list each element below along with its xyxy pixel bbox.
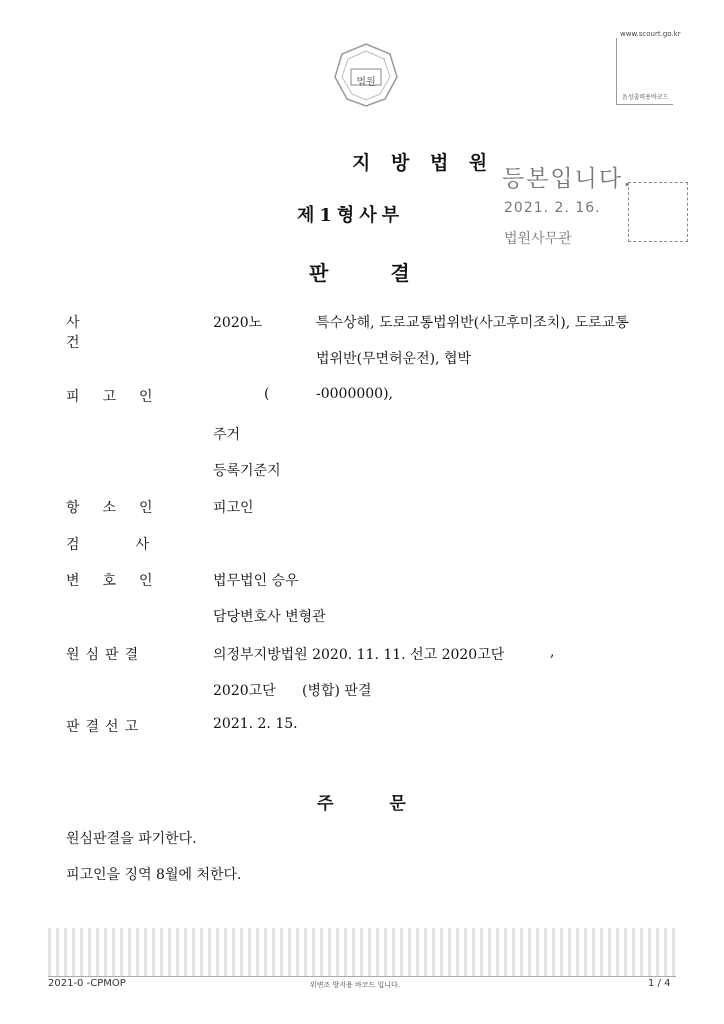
- lower-judgment-label: 원심판결: [66, 647, 145, 663]
- stamp-clerk: 법원사무관: [504, 231, 572, 247]
- footer-divider: [48, 976, 676, 977]
- defendant-label: 피고인: [66, 389, 176, 405]
- division: 제1형사부: [297, 205, 405, 226]
- prosecutor-label: 검사: [66, 537, 206, 553]
- certified-copy-stamp: 등본입니다.: [502, 166, 633, 192]
- anti-forgery-barcode-icon: [48, 928, 676, 976]
- appellant-label: 항소인: [66, 500, 176, 516]
- registry-label: 등록기준지: [213, 463, 281, 479]
- stamp-date: 2021. 2. 16.: [504, 200, 601, 216]
- verdict-label: 판결선고: [66, 719, 145, 735]
- lower-judgment-line-2b: (병합) 판결: [302, 683, 372, 699]
- defendant-id: -0000000),: [316, 386, 393, 402]
- document-code: 2021-0 -CPMOP: [48, 978, 126, 989]
- appellant-value: 피고인: [213, 500, 254, 516]
- counsel-firm: 법무법인 승우: [213, 573, 299, 589]
- qr-caption: 음성출력용바코드: [622, 94, 669, 101]
- emblem-label: 법원: [356, 76, 376, 88]
- court-name: 지 방 법 원: [352, 152, 495, 174]
- page-indicator: 1 / 4: [648, 978, 671, 989]
- case-number: 2020노: [213, 315, 263, 331]
- lower-judgment-line-1: 의정부지방법원 2020. 11. 11. 선고 2020고단: [213, 647, 505, 663]
- official-seal-icon: [628, 182, 688, 242]
- order-line-1: 원심판결을 파기한다.: [66, 831, 197, 847]
- lower-judgment-comma: ,: [550, 644, 555, 660]
- case-description-1: 특수상해, 도로교통법위반(사고후미조치), 도로교통: [316, 315, 629, 331]
- qr-url: www.scourt.go.kr: [620, 30, 681, 38]
- anti-forgery-caption: 위변조 방지용 바코드 입니다.: [310, 981, 401, 989]
- order-heading: 주문: [317, 794, 462, 814]
- counsel-label: 변호인: [66, 573, 176, 589]
- order-line-2: 피고인을 징역 8월에 처한다.: [66, 867, 242, 883]
- lower-judgment-line-2a: 2020고단: [213, 683, 276, 699]
- counsel-attorney: 담당변호사 변형관: [213, 609, 326, 625]
- case-label: [66, 312, 148, 352]
- case-description-2: 법위반(무면허운전), 협박: [316, 351, 472, 367]
- verdict-date: 2021. 2. 15.: [213, 716, 298, 732]
- case-label-text: 사건: [66, 315, 136, 351]
- defendant-paren: (: [264, 386, 270, 402]
- address-label: 주거: [213, 427, 241, 443]
- doc-title: 판결: [309, 261, 472, 285]
